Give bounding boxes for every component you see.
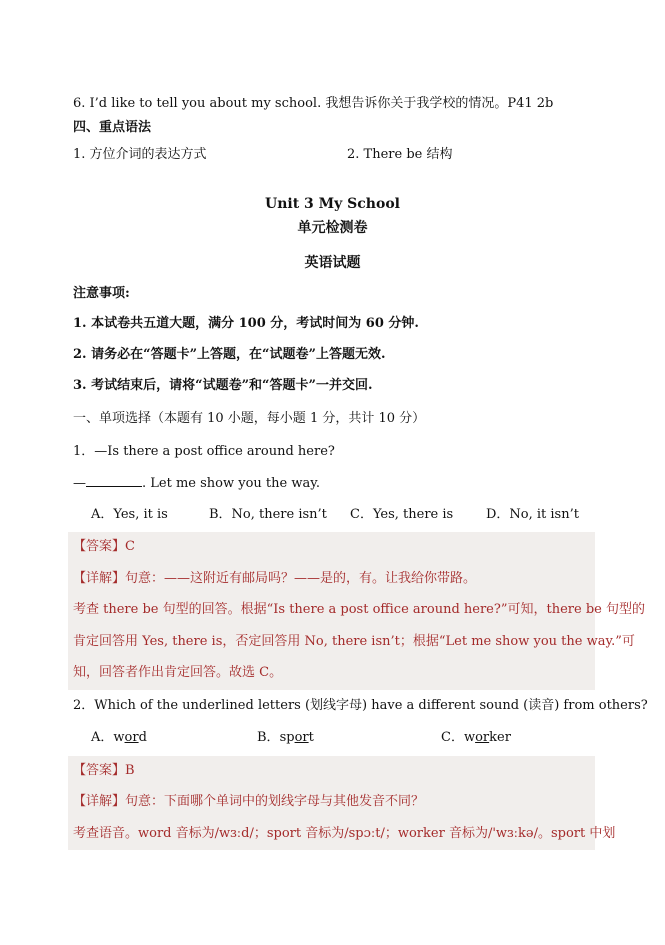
q1-detail-2: 考查 there be 句型的回答。根据“Is there a post office around here?”可知，there be 句型的 (73, 602, 645, 617)
unit-title: Unit 3 My School (265, 196, 400, 212)
q1-stem: 1．—Is there a post office around here? (73, 444, 335, 459)
q2-option-a-post: d (138, 730, 147, 745)
q1-option-a: A．Yes, it is (91, 507, 168, 522)
q2-option-c (441, 729, 511, 747)
q1-option-c: C．Yes, there is (350, 507, 454, 522)
paper-title: 英语试题 (304, 255, 361, 271)
q2-option-c-underline: or (475, 730, 490, 745)
q2-option-b-underline: or (294, 730, 309, 745)
q2-option-c-post: ker (489, 730, 511, 745)
q1-reply-line (73, 474, 320, 493)
q1-reply: . Let me show you the way. (142, 476, 320, 491)
q2-answer-value: B (125, 763, 135, 778)
grammar-point-1: 1. 方位介词的表达方式 (73, 147, 207, 162)
q1-answer (73, 538, 135, 556)
notice-item-3: 3. 考试结束后，请将“试题卷”和“答题卡”一并交回. (73, 378, 373, 393)
q2-option-c-letter: C． (441, 730, 464, 745)
q1-answer-value: C (125, 539, 135, 554)
q1-detail-3: 肯定回答用 Yes, there is，否定回答用 No, there isn’t；根据“Let me show you the way.”可 (73, 634, 635, 649)
q2-option-b (257, 729, 314, 747)
q2-option-b-letter: B． (257, 730, 280, 745)
notice-heading: 注意事项: (73, 286, 130, 301)
q2-answer-tag: 【答案】 (73, 763, 126, 778)
section-4-heading: 四、重点语法 (73, 120, 152, 135)
item-6: 6. I’d like to tell you about my school. 我想告诉你关于我学校的情况。P41 2b (73, 96, 554, 111)
q2-option-b-post: t (308, 730, 314, 745)
q1-detail-1 (73, 570, 476, 588)
q1-blank (86, 474, 142, 487)
q2-option-a-pre: w (113, 730, 125, 745)
q1-dash: — (73, 476, 86, 491)
q2-option-a-letter: A． (91, 730, 114, 745)
unit-subtitle: 单元检测卷 (297, 220, 368, 236)
q1-detail-text: 句意：——这附近有邮局吗？——是的，有。让我给你带路。 (125, 571, 477, 586)
q2-option-a-underline: or (124, 730, 139, 745)
q1-detail-tag: 【详解】 (73, 571, 126, 586)
q2-detail-text: 句意：下面哪个单词中的划线字母与其他发音不同？ (125, 794, 425, 809)
q1-detail-4: 知，回答者作出肯定回答。故选 C。 (73, 665, 283, 680)
notice-item-1: 1. 本试卷共五道大题，满分 100 分，考试时间为 60 分钟. (73, 316, 419, 331)
q1-option-d: D．No, it isn’t (486, 507, 579, 522)
q1-answer-tag: 【答案】 (73, 539, 126, 554)
q2-detail-1 (73, 793, 424, 811)
notice-item-2: 2. 请务必在“答题卡”上答题，在“试题卷”上答题无效. (73, 347, 386, 362)
q2-option-b-pre: sp (279, 730, 295, 745)
q2-answer (73, 762, 135, 780)
q2-detail-tag: 【详解】 (73, 794, 126, 809)
q2-option-a (91, 729, 147, 747)
q2-option-c-pre: w (463, 730, 476, 745)
section-1-heading: 一、单项选择（本题有 10 小题，每小题 1 分，共计 10 分） (73, 411, 426, 426)
q2-detail-2: 考查语音。word 音标为/wɜːd/；sport 音标为/spɔːt/；worker 音标为/'wɜːkə/。sport 中划 (73, 826, 616, 841)
q1-option-b: B．No, there isn’t (209, 507, 327, 522)
q2-stem: 2．Which of the underlined letters (划线字母) have a different sound (读音) from others? (73, 698, 648, 713)
grammar-point-2: 2. There be 结构 (347, 147, 453, 162)
